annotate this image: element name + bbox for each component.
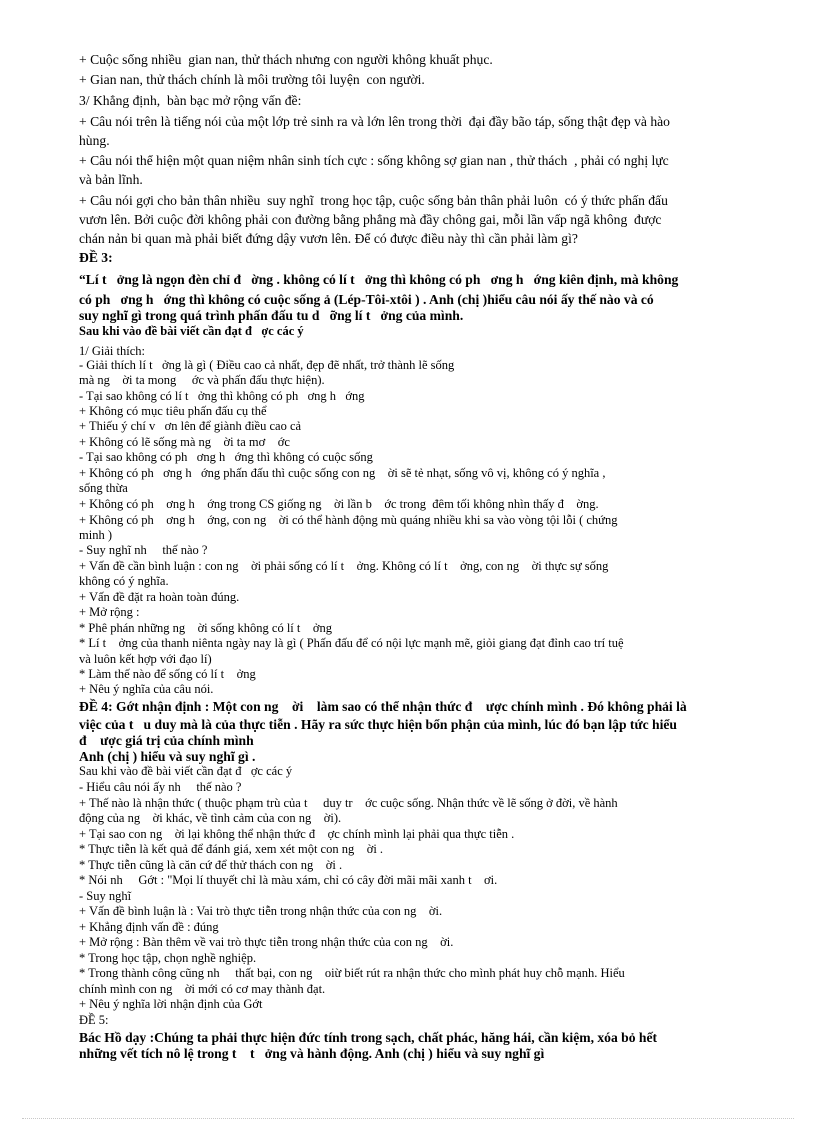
text-line: + Mở rộng : [79,605,140,619]
text-line: những vết tích nô lệ trong t t ởng và hành động. Anh (chị ) hiểu và suy nghĩ gì [79,1046,545,1061]
text-line: - Hiểu câu nói ấy nh thế nào ? [79,780,242,794]
text-line: + Vấn đề cần bình luận : con ng ời phải sống có lí t ởng. Không có lí t ởng, con ng ời thực sự sống [79,559,609,573]
text-line: - Tại sao không có ph ơng h ớng thì không có cuộc sống [79,450,373,464]
text-line: 3/ Khẳng định, bàn bạc mở rộng vấn đề: [79,93,302,108]
text-line: 1/ Giải thích: [79,344,145,358]
text-line: suy nghĩ gì trong quá trình phấn đấu tu d ỡng lí t ởng của mình. [79,308,464,323]
text-line: việc của t u duy mà là của thực tiễn . Hãy ra sức thực hiện bổn phận của mình, lúc đó bạn lập tức hiểu [79,717,677,732]
text-line: + Không có mục tiêu phấn đấu cụ thể [79,404,267,418]
text-line: * Trong học tập, chọn nghề nghiệp. [79,951,257,965]
text-line: * Lí t ởng của thanh niênta ngày nay là gì ( Phấn đấu để có nội lực mạnh mẽ, giỏi giang đạt đỉnh cao trí tuệ [79,636,624,650]
text-line: + Vấn đề bình luận là : Vai trò thực tiễn trong nhận thức của con ng ời. [79,904,443,918]
text-line: - Tại sao không có lí t ởng thì không có ph ơng h ớng [79,389,365,403]
text-line: + Không có ph ơng h ớng trong CS giống ng ời lần b ớc trong đêm tối không nhìn thấy đ ờng. [79,497,599,511]
text-line: đ ược giá trị của chính mình [79,733,254,748]
text-line: * Làm thế nào để sống có lí t ởng [79,667,256,681]
text-line: * Trong thành công cũng nh thất bại, con ng oiừ biết rút ra nhận thức cho mình phát huy chỗ mạnh. Hiểu [79,966,625,980]
text-line: có ph ơng h ớng thì không có cuộc sống ả (Lép-Tôi-xtôi ) . Anh (chị )hiểu câu nói ấy thế nào và có [79,292,654,307]
text-line: + Câu nói thể hiện một quan niệm nhân sinh tích cực : sống không sợ gian nan , thử thách , phải có nghị lực [79,153,669,168]
text-line: + Mở rộng : Bàn thêm về vai trò thực tiễn trong nhận thức của con ng ời. [79,935,454,949]
text-line: Sau khi vào đề bài viết cần đạt đ ợc các ý [79,764,293,778]
section-heading-de-3: ĐỀ 3: [79,250,113,265]
text-line: * Thực tiễn là kết quả để đánh giá, xem xét một con ng ời . [79,842,384,856]
text-line: + Không có ph ơng h ớng, con ng ời có thể hành động mù quáng nhiều khi sa vào vòng tội lỗi ( chứng [79,513,618,527]
text-line: chính mình con ng ời mới có cơ may thành đạt. [79,982,326,996]
text-line: và luôn kết hợp với đạo lí) [79,652,212,666]
text-line: + Cuộc sống nhiều gian nan, thử thách nhưng con người không khuất phục. [79,52,493,67]
text-line: “Lí t ởng là ngọn đèn chỉ đ ờng . không có lí t ởng thì không có ph ơng h ớng kiên định, mà không [79,272,679,287]
text-line: + Nêu ý nghĩa lời nhận định của Gớt [79,997,263,1011]
text-line: vươn lên. Bởi cuộc đời không phải con đường bằng phẳng mà đầy chông gai, mỗi lần vấp ngã không được [79,212,662,227]
text-line: + Câu nói gợi cho bản thân nhiều suy nghĩ trong học tập, cuộc sống bản thân phải luôn có ý thức phấn đấu [79,193,668,208]
text-line: + Vấn đề đặt ra hoàn toàn đúng. [79,590,240,604]
text-line: chán nản bi quan mà phải biết đứng dậy vươn lên. Để có được điều này thì cần phải làm gì? [79,231,578,246]
text-line: ĐỀ 5: [79,1013,109,1027]
text-line: + Khẳng định vấn đề : đúng [79,920,219,934]
text-line: Sau khi vào đề bài viết cần đạt đ ợc các ý [79,324,304,338]
section-heading-de-4: ĐỀ 4: Gớt nhận định : Một con ng ời làm sao có thể nhận thức đ ược chính mình . Đó không phải là [79,699,687,714]
text-line: + Tại sao con ng ời lại không thể nhận thức đ ợc chính mình lại phải qua thực tiễn . [79,827,515,841]
text-line: - Suy nghĩ nh thế nào ? [79,543,208,557]
text-line: Anh (chị ) hiểu và suy nghĩ gì . [79,749,256,764]
text-line: - Suy nghĩ [79,889,132,903]
text-line: động của ng ời khác, về tình cảm của con ng ời). [79,811,342,825]
section-heading-de-5: Bác Hồ dạy :Chúng ta phải thực hiện đức tính trong sạch, chất phác, hăng hái, cần kiệm, xóa bỏ hết [79,1030,658,1045]
text-line: * Phê phán những ng ời sống không có lí t ởng [79,621,332,635]
text-line: sống thừa [79,481,128,495]
text-line: + Thế nào là nhận thức ( thuộc phạm trù của t duy tr ớc cuộc sống. Nhận thức về lẽ sống ở đời, về hành [79,796,618,810]
text-line: + Nêu ý nghĩa của câu nói. [79,682,214,696]
text-line: - Giải thích lí t ởng là gì ( Điều cao cả nhất, đẹp đẽ nhất, trở thành lẽ sống [79,358,455,372]
text-line: + Không có lẽ sống mà ng ời ta mơ ớc [79,435,290,449]
text-line: + Câu nói trên là tiếng nói của một lớp trẻ sinh ra và lớn lên trong thời đại đầy bão táp, sống thật đẹp và hào [79,114,670,129]
text-line: + Gian nan, thử thách chính là môi trường tôi luyện con người. [79,72,425,87]
text-line: + Không có ph ơng h ớng phấn đấu thì cuộc sống con ng ời sẽ tẻ nhạt, sống vô vị, không có ý nghĩa , [79,466,606,480]
page-bottom-divider [22,1118,794,1119]
text-line: * Nói nh Gớt : "Mọi lí thuyết chỉ là màu xám, chỉ có cây đời mãi mãi xanh t ơi. [79,873,498,887]
text-line: không có ý nghĩa. [79,574,169,588]
text-line: * Thực tiễn cũng là căn cứ để thử thách con ng ời . [79,858,343,872]
text-line: hùng. [79,133,110,148]
text-line: minh ) [79,528,112,542]
text-line: và bản lĩnh. [79,172,143,187]
text-line: mà ng ời ta mong ớc và phấn đấu thực hiện). [79,373,325,387]
text-line: + Thiếu ý chí v ơn lên để giành điều cao cả [79,419,302,433]
